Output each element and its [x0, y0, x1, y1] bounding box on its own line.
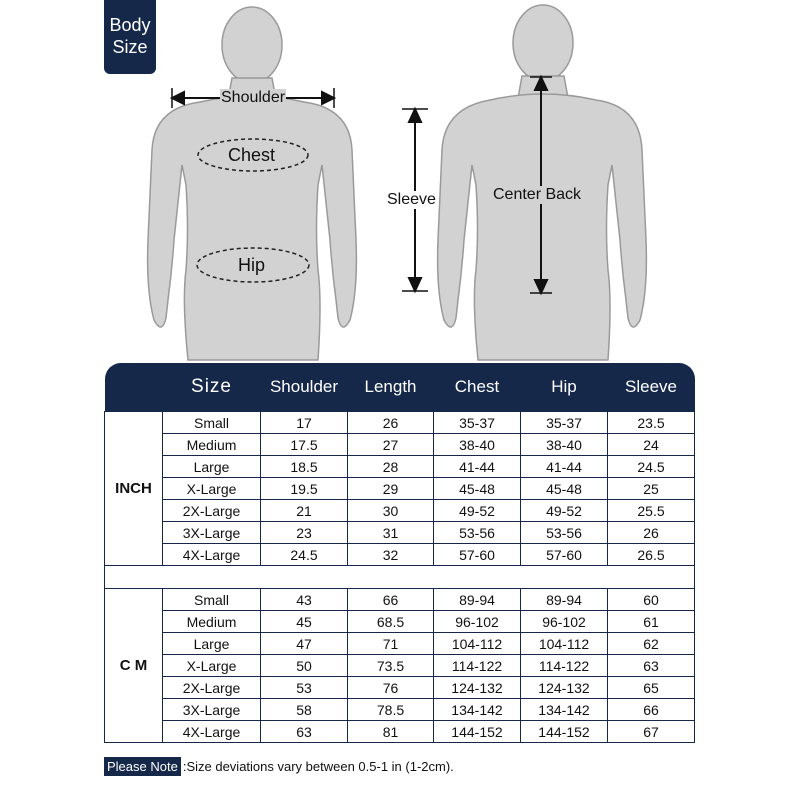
cm-unit-label: C M — [105, 589, 163, 743]
inch-table-row — [105, 544, 695, 566]
cm-cell: 96-102 — [434, 611, 521, 633]
inch-cell: 57-60 — [521, 544, 608, 566]
cm-cell: 78.5 — [348, 699, 434, 721]
inch-table-row — [105, 434, 695, 456]
inch-cell: Large — [163, 456, 261, 478]
inch-cell: 41-44 — [434, 456, 521, 478]
inch-cell: Small — [163, 412, 261, 434]
inch-cell: 2X-Large — [163, 500, 261, 522]
header-hip: Hip — [521, 363, 608, 412]
cm-cell: 63 — [261, 721, 348, 743]
inch-cell: 30 — [348, 500, 434, 522]
cm-cell: 76 — [348, 677, 434, 699]
sleeve-label: Sleeve — [387, 191, 436, 208]
inch-cell: 24.5 — [261, 544, 348, 566]
inch-cell: 26.5 — [608, 544, 695, 566]
front-body-figure — [148, 7, 357, 360]
cm-cell: Medium — [163, 611, 261, 633]
please-note — [104, 757, 454, 776]
shoulder-label: Shoulder — [221, 89, 286, 106]
cm-cell: 66 — [348, 589, 434, 611]
inch-cell: 24 — [608, 434, 695, 456]
inch-cell: 53-56 — [434, 522, 521, 544]
hip-label: Hip — [238, 255, 266, 275]
cm-cell: 67 — [608, 721, 695, 743]
inch-cell: 45-48 — [521, 478, 608, 500]
inch-cell: 53-56 — [521, 522, 608, 544]
header-sleeve: Sleeve — [608, 363, 695, 412]
cm-cell: 3X-Large — [163, 699, 261, 721]
cm-cell: 47 — [261, 633, 348, 655]
inch-table-row — [105, 478, 695, 500]
cm-cell: Small — [163, 589, 261, 611]
cm-table-row — [105, 589, 695, 611]
inch-cell: 23.5 — [608, 412, 695, 434]
cm-cell: 114-122 — [521, 655, 608, 677]
cm-cell: 124-132 — [434, 677, 521, 699]
inch-cell: 49-52 — [521, 500, 608, 522]
cm-cell: 144-152 — [521, 721, 608, 743]
header-size: Size — [163, 363, 261, 412]
badge-line-2: Size — [112, 37, 148, 57]
inch-table-row — [105, 456, 695, 478]
table-header-row — [105, 363, 695, 412]
cm-cell: 43 — [261, 589, 348, 611]
inch-cell: 29 — [348, 478, 434, 500]
inch-cell: 19.5 — [261, 478, 348, 500]
cm-cell: 89-94 — [521, 589, 608, 611]
note-text: :Size deviations vary between 0.5-1 in (1-2cm). — [182, 759, 454, 774]
cm-cell: 144-152 — [434, 721, 521, 743]
cm-cell: 89-94 — [434, 589, 521, 611]
center-back-label: Center Back — [493, 186, 582, 203]
inch-cell: 31 — [348, 522, 434, 544]
inch-cell: 17 — [261, 412, 348, 434]
inch-table-row — [105, 500, 695, 522]
cm-cell: 104-112 — [434, 633, 521, 655]
inch-cell: 26 — [348, 412, 434, 434]
header-shoulder: Shoulder — [261, 363, 348, 412]
cm-cell: 4X-Large — [163, 721, 261, 743]
inch-cell: 45-48 — [434, 478, 521, 500]
cm-cell: 68.5 — [348, 611, 434, 633]
inch-cell: 18.5 — [261, 456, 348, 478]
cm-table-row — [105, 721, 695, 743]
cm-table-row — [105, 611, 695, 633]
inch-cell: 25.5 — [608, 500, 695, 522]
cm-cell: 114-122 — [434, 655, 521, 677]
inch-cell: 32 — [348, 544, 434, 566]
header-chest: Chest — [434, 363, 521, 412]
inch-cell: 49-52 — [434, 500, 521, 522]
note-label: Please Note — [104, 757, 181, 776]
cm-cell: 134-142 — [434, 699, 521, 721]
unit-header — [105, 363, 163, 412]
cm-table-row — [105, 633, 695, 655]
inch-cell: 17.5 — [261, 434, 348, 456]
inch-cell: 35-37 — [521, 412, 608, 434]
cm-cell: 2X-Large — [163, 677, 261, 699]
cm-cell: Large — [163, 633, 261, 655]
inch-cell: 41-44 — [521, 456, 608, 478]
size-chart-table — [104, 363, 695, 743]
section-spacer — [105, 566, 695, 589]
inch-cell: 3X-Large — [163, 522, 261, 544]
body-figures-illustration — [0, 0, 800, 365]
cm-cell: 71 — [348, 633, 434, 655]
cm-cell: 63 — [608, 655, 695, 677]
cm-cell: 45 — [261, 611, 348, 633]
inch-cell: 38-40 — [434, 434, 521, 456]
inch-cell: 26 — [608, 522, 695, 544]
header-length: Length — [348, 363, 434, 412]
cm-cell: 62 — [608, 633, 695, 655]
inch-cell: 24.5 — [608, 456, 695, 478]
inch-cell: 27 — [348, 434, 434, 456]
inch-cell: 35-37 — [434, 412, 521, 434]
cm-cell: 73.5 — [348, 655, 434, 677]
inch-cell: 28 — [348, 456, 434, 478]
inch-cell: X-Large — [163, 478, 261, 500]
inch-table-row — [105, 412, 695, 434]
cm-cell: 53 — [261, 677, 348, 699]
inch-section — [105, 412, 695, 566]
cm-cell: 104-112 — [521, 633, 608, 655]
cm-cell: 124-132 — [521, 677, 608, 699]
inch-cell: 21 — [261, 500, 348, 522]
badge-line-1: Body — [109, 15, 151, 35]
inch-cell: 4X-Large — [163, 544, 261, 566]
cm-cell: 60 — [608, 589, 695, 611]
cm-table-row — [105, 677, 695, 699]
cm-table-row — [105, 699, 695, 721]
cm-cell: 134-142 — [521, 699, 608, 721]
inch-unit-label: INCH — [105, 412, 163, 566]
cm-cell: X-Large — [163, 655, 261, 677]
spacer-row — [105, 566, 695, 589]
cm-cell: 65 — [608, 677, 695, 699]
cm-cell: 66 — [608, 699, 695, 721]
cm-cell: 50 — [261, 655, 348, 677]
cm-cell: 58 — [261, 699, 348, 721]
chest-label: Chest — [228, 145, 276, 165]
size-chart-table-wrapper — [104, 363, 694, 743]
inch-cell: 25 — [608, 478, 695, 500]
cm-cell: 96-102 — [521, 611, 608, 633]
cm-table-row — [105, 655, 695, 677]
cm-cell: 81 — [348, 721, 434, 743]
inch-cell: 57-60 — [434, 544, 521, 566]
inch-cell: 38-40 — [521, 434, 608, 456]
inch-cell: Medium — [163, 434, 261, 456]
inch-cell: 23 — [261, 522, 348, 544]
inch-table-row — [105, 522, 695, 544]
cm-cell: 61 — [608, 611, 695, 633]
cm-section — [105, 589, 695, 743]
